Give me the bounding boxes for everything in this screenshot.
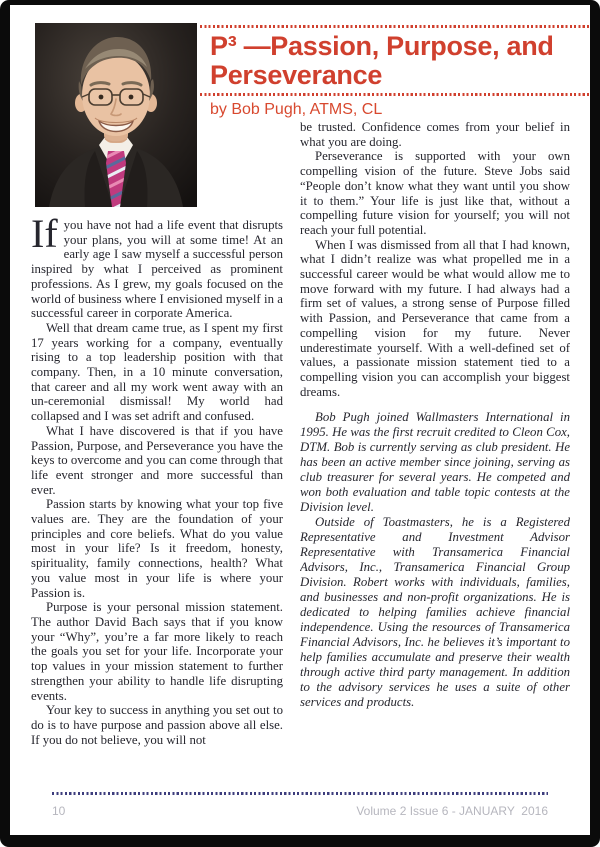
right-column bbox=[300, 120, 570, 747]
issue-label: Volume 2 Issue 6 - JANUARY 2016 bbox=[356, 804, 548, 818]
paragraph-opening bbox=[31, 211, 283, 321]
paragraph: Passion starts by knowing what your top five values are. They are the foundation of your principles and core beliefs. What do you value most in your life? Is it freedom, honesty, spirituality, family connections, health? What you value most in your life is where your Passion is. bbox=[31, 497, 283, 600]
paragraph: Purpose is your personal mission statement. The author David Bach says that if you know your “Why”, you’re a far more likely to reach the goals you set for your life. Incorporate your top values in your mission statement to further strengthen your ability to handle life disrupting events. bbox=[31, 600, 283, 703]
header-divider-top bbox=[200, 25, 590, 28]
magazine-page bbox=[10, 5, 590, 835]
bio-paragraph: Bob Pugh joined Wallmasters International in 1995. He was the first recruit credited to Cleon Cox, DTM. Bob is currently serving as club president. He has been an active member since joining, serving as club treasurer for several years. He competed and won both evaluation and table topic contests at the Division level. bbox=[300, 410, 570, 515]
paragraph: When I was dismissed from all that I had known, what I didn’t realize was what propelled me in a successful career would be what would allow me to move forward with my future. I had always had a firm set of values, a strong sense of Purpose filled with Passion, and Perseverance that came from a compelling vision for my future. Never underestimate yourself. With a well-defined set of values, a passionate mission statement tied to a compelling vision you can accomplish your biggest dreams. bbox=[300, 237, 570, 399]
page-footer bbox=[52, 792, 548, 818]
paragraph: Well that dream came true, as I spent my first 17 years working for a company, eventually rising to a top leadership position with that company. Then, in a 10 minute conversation, that career and all my work went away with an un-ceremonial dismissal! My world had collapsed and I was set adrift and confused. bbox=[31, 320, 283, 424]
article-byline: by Bob Pugh, ATMS, CL bbox=[210, 101, 383, 118]
paragraph: What I have discovered is that if you have Passion, Purpose, and Perseverance you have the keys to overcome and you can come through that life event stronger and more successful than ever. bbox=[31, 423, 283, 497]
paragraph-text: you have not had a life event that disrupts your plans, you will at some time! At an early age I saw myself a successful person inspired by what I perceived as prominent professions. As I grew, my goals focused on the world of business where I envisioned myself in a successful career in corporate America. bbox=[31, 218, 283, 321]
footer-row bbox=[52, 804, 548, 818]
paragraph: Your key to success in anything you set out to do is to have purpose and passion above all else. If you do not believe, you will not bbox=[31, 703, 283, 747]
paragraph: be trusted. Confidence comes from your belief in what you are doing. bbox=[300, 120, 570, 149]
title-line-1: P³ —Passion, Purpose, and bbox=[210, 31, 554, 61]
left-column bbox=[31, 120, 283, 747]
header-divider-bottom bbox=[200, 93, 590, 96]
footer-divider bbox=[52, 792, 548, 795]
title-line-2: Perseverance bbox=[210, 60, 383, 90]
article-body bbox=[31, 120, 576, 747]
author-bio bbox=[300, 410, 570, 710]
drop-cap: If bbox=[31, 211, 58, 256]
article-header bbox=[200, 25, 590, 120]
page-number: 10 bbox=[52, 804, 66, 818]
article-title bbox=[200, 32, 590, 90]
bio-paragraph: Outside of Toastmasters, he is a Registered Representative and Investment Advisor Representative with Transamerica Financial Advisors, Inc., Transamerica Financial Group Division. Robert works with individuals, families, and businesses and non-profit organizations. He is dedicated to helping families achieve financial independence. Using the resources of Transamerica Financial Advisors, Inc. he believes it’s important to help families accumulate and preserve their wealth through active third party management. In addition to the advisory services he uses a suite of other services and products. bbox=[300, 515, 570, 710]
paragraph: Perseverance is supported with your own compelling vision of the future. Steve Jobs said “People don’t know what they want until you show it to them.” Your life is just like that, without a compelling future vision for yourself; you will not reach your full potential. bbox=[300, 149, 570, 237]
